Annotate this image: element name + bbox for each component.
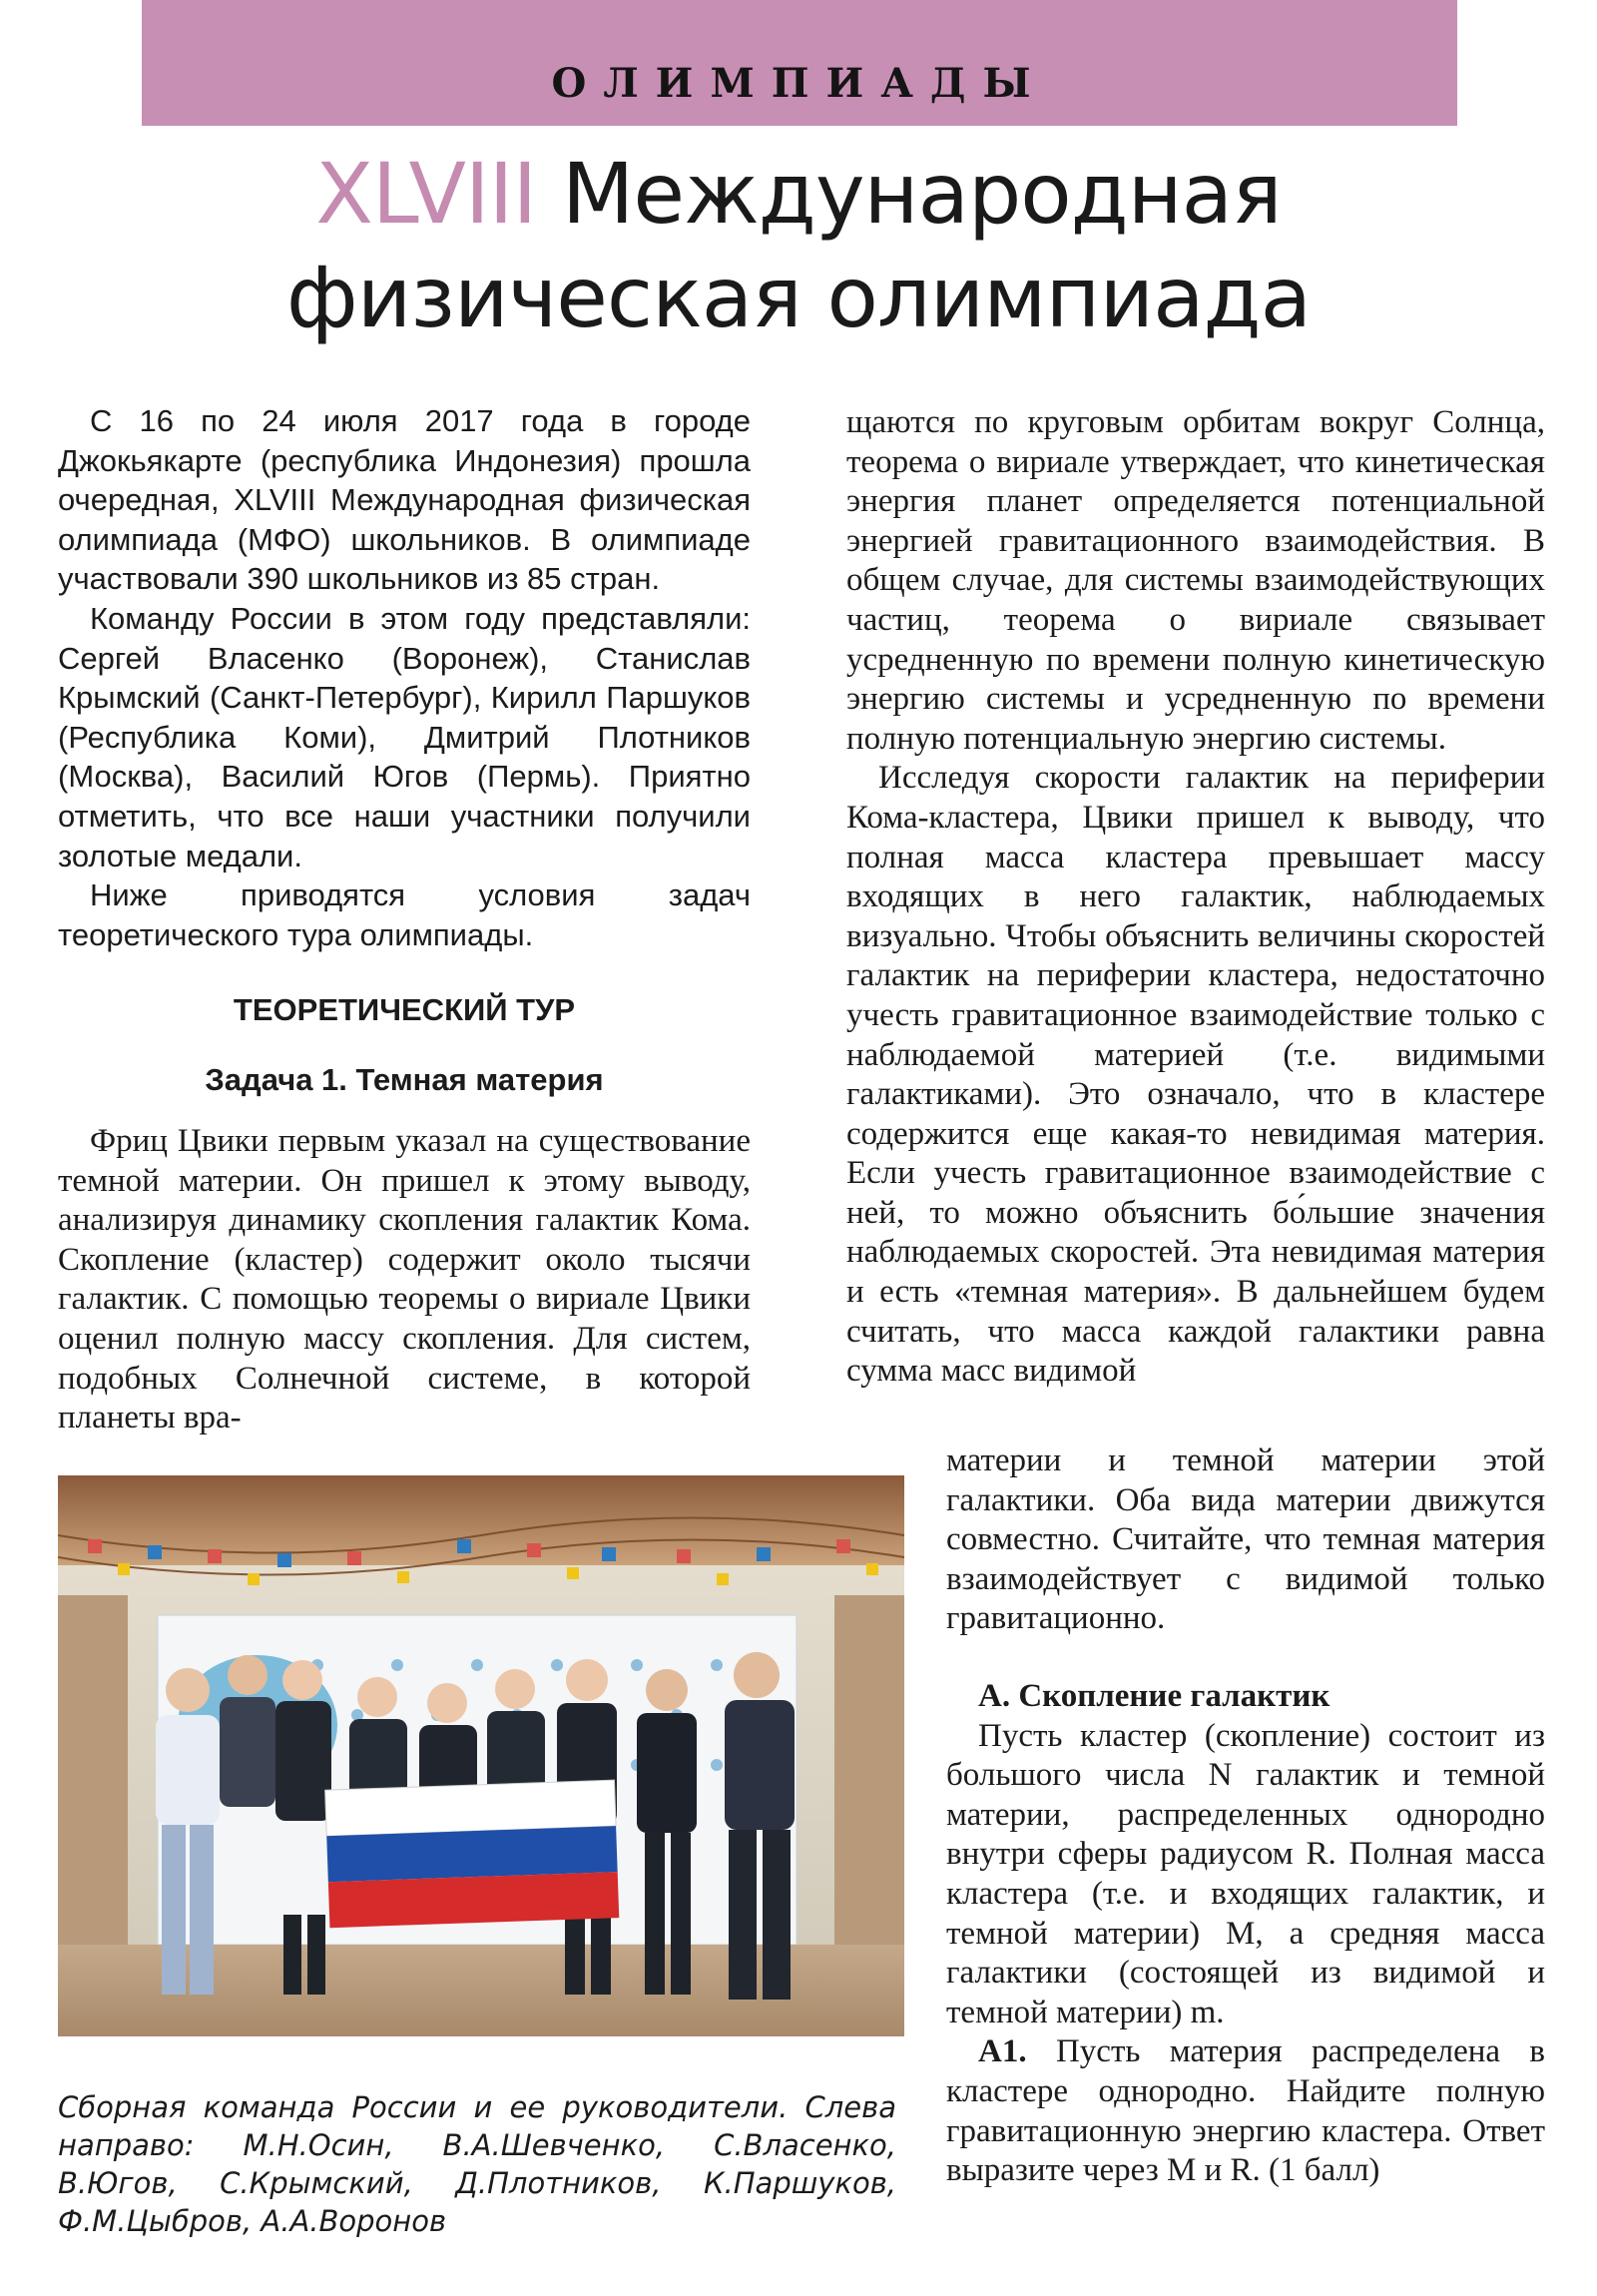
team-photo — [58, 1475, 904, 2036]
section-title: ОЛИМПИАДЫ — [551, 60, 1048, 107]
title-line2: физическая олимпиада — [285, 249, 1312, 346]
body-paragraph: Пусть кластер (скопление) состоит из большого числа N галактик и темной материи, распределенных однородно внутри сферы радиусом R. Полная масса кластера (т.е. и входящих галактик, и темной материи) M, а средняя масса галактики (состоящей из видимой и темной материи) m. — [946, 1717, 1545, 2030]
heading-theoretical-tour: ТЕОРЕТИЧЕСКИЙ ТУР — [233, 992, 576, 1027]
article-title — [160, 142, 1437, 349]
right-column-lower — [946, 1441, 1545, 2191]
intro-paragraph: Команду России в этом году представляли: Сергей Власенко (Воронеж), Станислав Крымский (Санкт-Петербург), Кирилл Паршуков (Республика Коми), Дмитрий Плотников (Москва), Василий Югов (Пермь). Приятно отметить, что все наши участники получили золотые медали. — [58, 600, 751, 873]
section-banner — [142, 0, 1457, 126]
title-roman-numeral: XLVIII — [315, 145, 537, 243]
body-paragraph: материи и темной материи этой галактики. Оба вида материи движутся совместно. Считайте, что темная материя взаимодействует с видимой только гравитационно. — [946, 1442, 1545, 1637]
title-line1: Международная — [536, 145, 1282, 243]
question-a1 — [946, 2032, 1545, 2190]
task-text — [58, 1122, 751, 1438]
intro-paragraph: Ниже приводятся условия задач теоретического тура олимпиады. — [58, 877, 751, 952]
intro-text — [58, 401, 751, 954]
question-label: А1. — [978, 2033, 1027, 2070]
heading-task-1: Задача 1. Темная материя — [205, 1062, 604, 1097]
question-text: Пусть материя распределена в кластере однородно. Найдите полную гравитационную энергию кластера. Ответ выразите через M и R. (1 балл) — [946, 2033, 1545, 2189]
body-paragraph: Исследуя скорости галактик на периферии Кома-кластера, Цвики пришел к выводу, что полная масса кластера превышает массу входящих в него галактик, наблюдаемых визуально. Чтобы объяснить величины скоростей галактик на периферии кластера, недостаточно учесть гравитационное взаимодействие только с наблюдаемой материей (т.е. видимыми галактиками). Это означало, что в кластере содержится еще какая-то невидимая материя. Если учесть гравитационное взаимодействие с ней, то можно объяснить бо́льшие значения наблюдаемых скоростей. Эта невидимая материя и есть «темная материя». В дальнейшем будем считать, что масса каждой галактики равна сумма масс видимой — [846, 760, 1545, 1390]
photo-caption: Сборная команда России и ее руководители. Слева направо: М.Н.Осин, В.А.Шевченко, С.Власенко, В.Югов, С.Крымский, Д.Плотников, К.Паршуков, Ф.М.Цыбров, А.А.Воронов — [58, 2090, 896, 2238]
subheading-galaxy-cluster: А. Скопление галактик — [978, 1677, 1331, 1714]
body-paragraph: щаются по круговым орбитам вокруг Солнца, теорема о вириале утверждает, что кинетическая энергия планет определяется потенциальной энергией гравитационного взаимодействия. В общем случае, для системы взаимодействующих частиц, теорема о вириале связывает усредненную по времени полную кинетическую энергию системы и усредненную по времени полную потенциальную энергию системы. — [846, 404, 1545, 757]
team-photo-illustration — [58, 1475, 904, 2036]
task-paragraph: Фриц Цвики первым указал на существование темной материи. Он пришел к этому выводу, анализируя динамику скопления галактик Кома. Скопление (кластер) содержит около тысячи галактик. С помощью теоремы о вириале Цвики оценил полную массу скопления. Для систем, подобных Солнечной системе, в которой планеты вра- — [58, 1123, 751, 1436]
intro-paragraph: С 16 по 24 июля 2017 года в городе Джокьякарте (республика Индонезия) прошла очередная, XLVIII Международная физическая олимпиада (МФО) школьников. В олимпиаде участвовали 390 школьников из 85 стран. — [58, 403, 751, 597]
right-column-text — [846, 403, 1545, 1392]
